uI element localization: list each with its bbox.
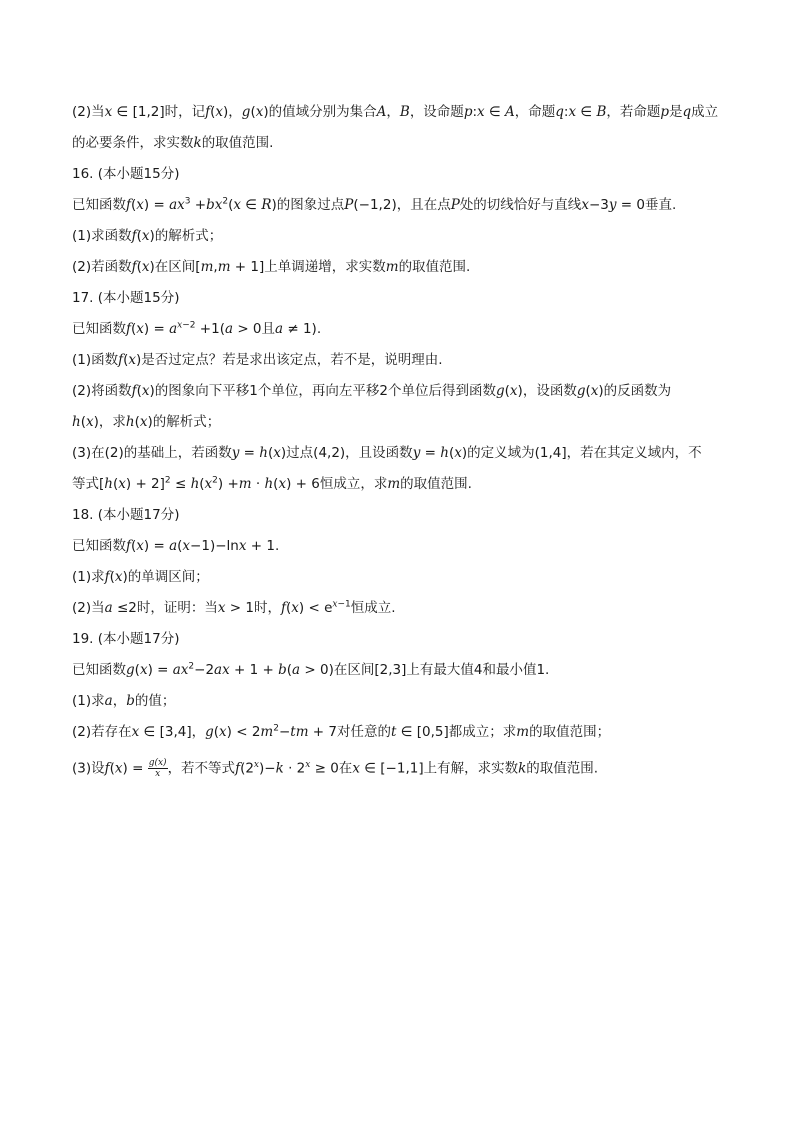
q19-part3: (3)设f(x) = $\frac{g(x)}{x}$ ，若不等式$f(2^x)-k \cdot 2^x \ge 0$在x ∈ [−1,1]上有解，求实数k的取值范围. <box>72 758 599 779</box>
q16-part1: (1)求函数f(x)的解析式； <box>72 228 223 244</box>
q18-header: 18. (本小题17分) <box>72 507 180 523</box>
q17-part2-line1: (2)将函数f(x)的图象向下平移1个单位，再向左平移2个单位后得到函数g(x)，设函数g(x)的反函数为 <box>72 383 672 399</box>
q19-part1: (1)求a，b的值； <box>72 693 176 709</box>
q17-header: 17. (本小题15分) <box>72 290 180 306</box>
q19-part2: (2)若存在x ∈ [3,4]，$g(x) < 2m^2-tm + 7$对任意的t ∈ [0,5]都成立；求m的取值范围； <box>72 723 611 740</box>
q16-header: 16. (本小题15分) <box>72 166 180 182</box>
q17-stem: 已知函数$f(x) = a^{x-2} +1(a > 0$且a ≠ 1). <box>72 320 322 337</box>
q19-stem: 已知函数$g(x) = ax^2-2ax + 1 + b(a > 0)$在区间[2,3]上有最大值4和最小值1. <box>72 661 550 678</box>
q19-header: 19. (本小题17分) <box>72 631 180 647</box>
q18-part1: (1)求f(x)的单调区间； <box>72 569 209 585</box>
q18-stem: 已知函数f(x) = a(x−1)−lnx + 1. <box>72 538 280 554</box>
q16-part2: (2)若函数f(x)在区间[m,m + 1]上单调递增，求实数m的取值范围. <box>72 259 471 275</box>
q15-part2-line1: (2)当x ∈ [1,2]时，记f(x)，g(x)的值域分别为集合A，B，设命题p:x ∈ A，命题q:x ∈ B，若命题p是q成立 <box>72 104 719 120</box>
q17-part3-line1: (3)在(2)的基础上，若函数y = h(x)过点(4,2)，且设函数y = h(x)的定义域为(1,4]，若在其定义域内，不 <box>72 445 702 461</box>
q16-stem: 已知函数$f(x) = ax^3 +bx^2(x$ ∈ R)的图象过点P(−1,2)，且在点P处的切线恰好与直线x−3y = 0垂直. <box>72 196 677 213</box>
q15-part2-line2: 的必要条件，求实数k的取值范围. <box>72 135 274 151</box>
q17-part2-line2: h(x)，求h(x)的解析式； <box>72 414 221 430</box>
q17-part3-line2: 等式$[h(x) + 2]^2 \le h(x^2) +m \cdot h(x) + 6$恒成立，求m的取值范围. <box>72 475 472 492</box>
q18-part2: (2)当a ≤2时，证明：当x > 1时，$f(x) < e^{x-1}$恒成立. <box>72 599 396 616</box>
q17-part1: (1)函数f(x)是否过定点？若是求出该定点，若不是，说明理由. <box>72 352 443 368</box>
